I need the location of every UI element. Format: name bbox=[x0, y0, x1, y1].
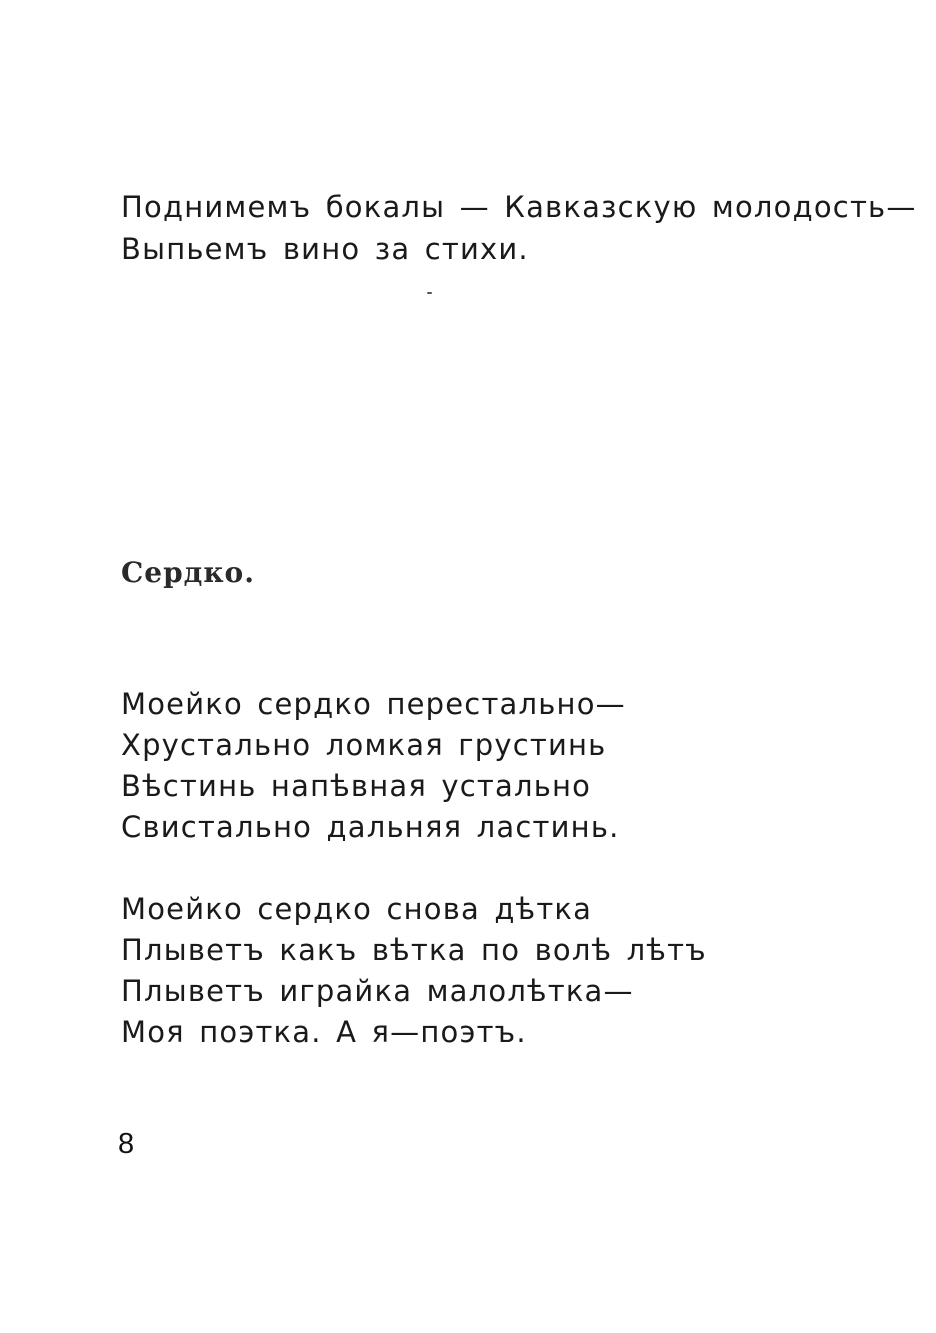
stanza-1-line-3: Вѣстинь напѣвная устально bbox=[121, 769, 592, 803]
stanza-1-line-4: Свистально дальняя ластинь. bbox=[121, 810, 620, 844]
page-number: 8 bbox=[118, 1128, 135, 1160]
stanza-2-line-2: Плыветъ какъ вѣтка по волѣ лѣтъ bbox=[121, 933, 707, 967]
poem-end-line-2: Выпьемъ вино за стихи. bbox=[121, 232, 529, 266]
poem-end-line-1: Поднимемъ бокалы — Кавказскую молодость— bbox=[121, 190, 917, 224]
stanza-1-line-1: Моейко сердко перестально— bbox=[121, 687, 626, 721]
stanza-2-line-1: Моейко сердко снова дѣтка bbox=[121, 892, 593, 926]
stanza-1-line-2: Хрустально ломкая грустинь bbox=[121, 728, 607, 762]
print-speck bbox=[427, 292, 432, 294]
poem-title: Сердко. bbox=[121, 556, 255, 589]
stanza-2-line-3: Плыветъ играйка малолѣтка— bbox=[121, 974, 634, 1008]
stanza-2-line-4: Моя поэтка. А я—поэтъ. bbox=[121, 1015, 527, 1049]
